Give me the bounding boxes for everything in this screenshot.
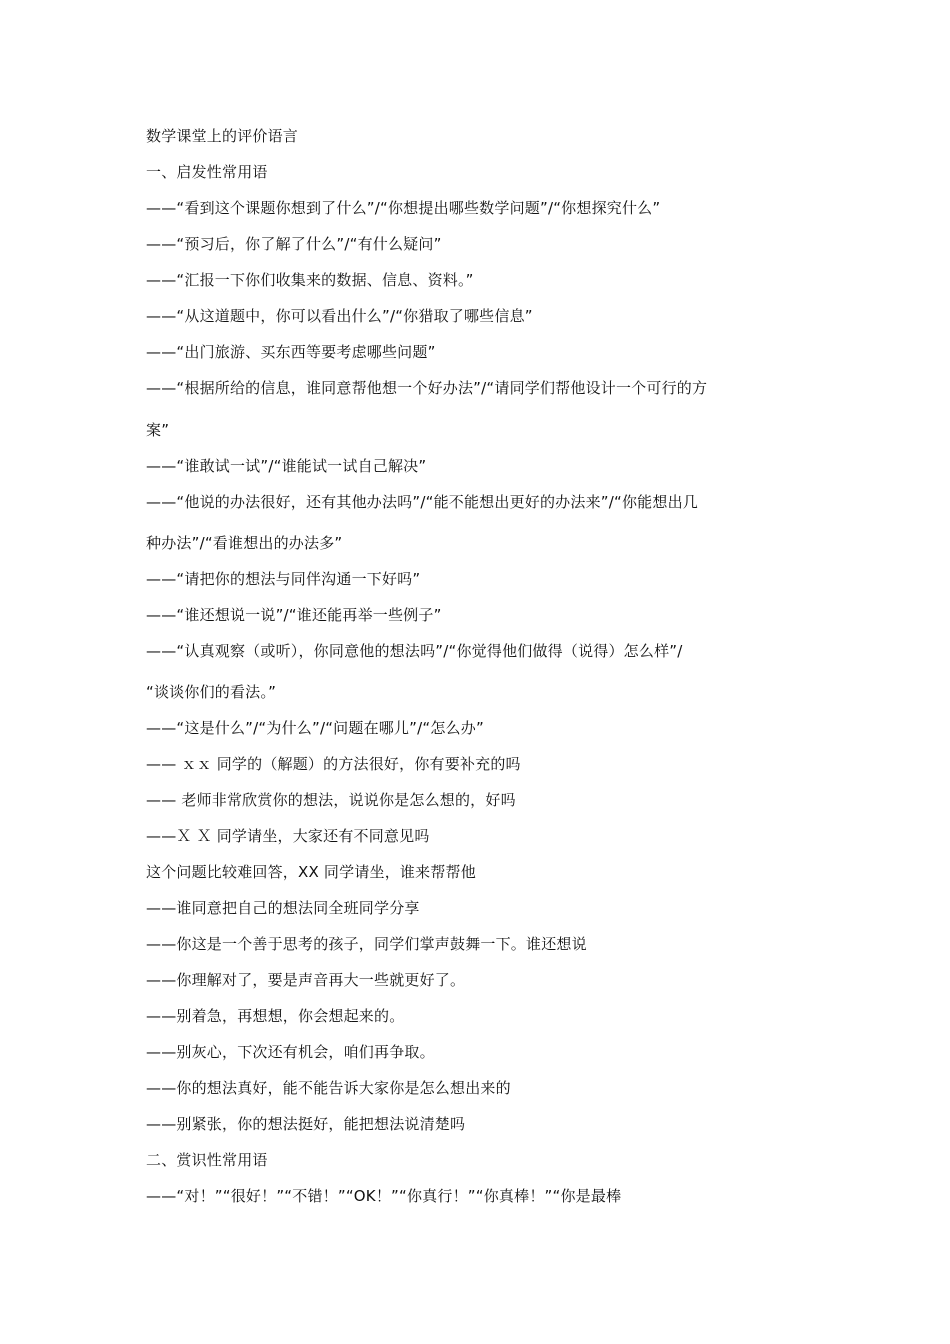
text-line: ——“预习后，你了解了什么”/“有什么疑问”	[146, 235, 442, 253]
document-title: 数学课堂上的评价语言	[146, 127, 299, 145]
text-line: 这个问题比较难回答，XX 同学请坐，谁来帮帮他	[146, 863, 476, 881]
text-line: —— ｘｘ 同学的（解题）的方法很好，你有要补充的吗	[146, 755, 521, 773]
section-heading: 二、赏识性常用语	[146, 1151, 268, 1169]
text-line: ——你的想法真好，能不能告诉大家你是怎么想出来的	[146, 1079, 511, 1097]
text-line: ——Ｘ Ｘ 同学请坐，大家还有不同意见吗	[146, 827, 430, 845]
text-line: 案”	[146, 421, 170, 439]
text-line: “谈谈你们的看法。”	[146, 683, 277, 701]
text-line: ——“他说的办法很好，还有其他办法吗”/“能不能想出更好的办法来”/“你能想出几	[146, 493, 698, 511]
text-line: ——你这是一个善于思考的孩子，同学们掌声鼓舞一下。谁还想说	[146, 935, 587, 953]
text-line: ——“请把你的想法与同伴沟通一下好吗”	[146, 570, 421, 588]
text-line: ——“谁还想说一说”/“谁还能再举一些例子”	[146, 606, 442, 624]
section-heading: 一、启发性常用语	[146, 163, 268, 181]
text-line: ——你理解对了，要是声音再大一些就更好了。	[146, 971, 466, 989]
text-line: ——别紧张，你的想法挺好，能把想法说清楚吗	[146, 1115, 466, 1133]
text-line: 种办法”/“看谁想出的办法多”	[146, 534, 343, 552]
text-line: ——别灰心，下次还有机会，咱们再争取。	[146, 1043, 435, 1061]
text-line: ——“看到这个课题你想到了什么”/“你想提出哪些数学问题”/“你想探究什么”	[146, 199, 661, 217]
text-line: ——“从这道题中，你可以看出什么”/“你猎取了哪些信息”	[146, 307, 533, 325]
text-line: ——“谁敢试一试”/“谁能试一试自己解决”	[146, 457, 427, 475]
text-line: ——“认真观察（或听），你同意他的想法吗”/“你觉得他们做得（说得）怎么样”/	[146, 642, 683, 660]
text-line: —— 老师非常欣赏你的想法，说说你是怎么想的，好吗	[146, 791, 516, 809]
text-line: ——“出门旅游、买东西等要考虑哪些问题”	[146, 343, 436, 361]
text-line: ——“汇报一下你们收集来的数据、信息、资料。”	[146, 271, 474, 289]
text-line: ——“这是什么”/“为什么”/“问题在哪儿”/“怎么办”	[146, 719, 484, 737]
text-line: ——谁同意把自己的想法同全班同学分享	[146, 899, 420, 917]
text-line: ——“对！”“很好！”“不错！”“OK！”“你真行！”“你真棒！”“你是最棒	[146, 1187, 622, 1205]
text-line: ——“根据所给的信息，谁同意帮他想一个好办法”/“请同学们帮他设计一个可行的方	[146, 379, 708, 397]
text-line: ——别着急，再想想，你会想起来的。	[146, 1007, 405, 1025]
